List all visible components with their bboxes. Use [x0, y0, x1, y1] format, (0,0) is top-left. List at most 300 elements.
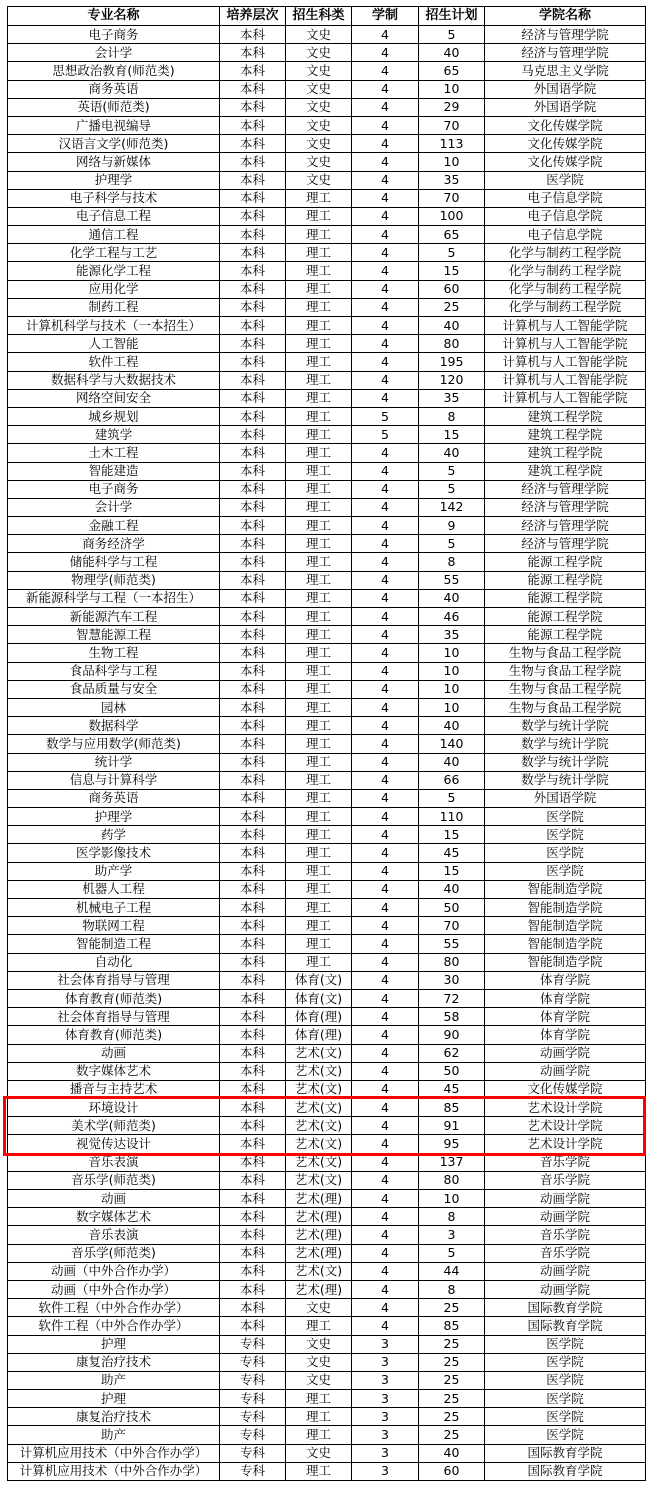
level-cell: 本科 — [220, 407, 286, 425]
table-row — [8, 1008, 646, 1026]
level-cell: 本科 — [220, 553, 286, 571]
plan-count-cell: 70 — [419, 116, 485, 134]
duration-cell: 4 — [352, 44, 419, 62]
college-name-cell: 动画学院 — [485, 1262, 646, 1280]
duration-cell: 4 — [352, 626, 419, 644]
duration-cell: 5 — [352, 426, 419, 444]
major-name-cell: 会计学 — [8, 44, 220, 62]
major-name-cell: 智能制造工程 — [8, 935, 220, 953]
level-cell: 本科 — [220, 317, 286, 335]
college-name-cell: 动画学院 — [485, 1062, 646, 1080]
college-name-cell: 体育学院 — [485, 1026, 646, 1044]
major-name-cell: 物理学(师范类) — [8, 571, 220, 589]
level-cell: 本科 — [220, 789, 286, 807]
table-row — [8, 135, 646, 153]
table-row — [8, 1244, 646, 1262]
duration-cell: 4 — [352, 880, 419, 898]
category-cell: 艺术(文) — [286, 1080, 352, 1098]
category-cell: 文史 — [286, 26, 352, 44]
table-row — [8, 1080, 646, 1098]
college-name-cell: 医学院 — [485, 808, 646, 826]
major-name-cell: 视觉传达设计 — [8, 1135, 220, 1153]
plan-count-cell: 113 — [419, 135, 485, 153]
level-cell: 本科 — [220, 626, 286, 644]
level-cell: 本科 — [220, 1008, 286, 1026]
plan-count-cell: 25 — [419, 1390, 485, 1408]
college-name-cell: 医学院 — [485, 826, 646, 844]
plan-count-cell: 60 — [419, 280, 485, 298]
major-name-cell: 社会体育指导与管理 — [8, 971, 220, 989]
table-row — [8, 862, 646, 880]
major-name-cell: 医学影像技术 — [8, 844, 220, 862]
major-name-cell: 助产 — [8, 1426, 220, 1444]
level-cell: 本科 — [220, 1317, 286, 1335]
major-name-cell: 新能源科学与工程（一本招生） — [8, 589, 220, 607]
duration-cell: 4 — [352, 280, 419, 298]
major-name-cell: 智慧能源工程 — [8, 626, 220, 644]
level-cell: 本科 — [220, 571, 286, 589]
table-row — [8, 1335, 646, 1353]
duration-cell: 4 — [352, 462, 419, 480]
duration-cell: 4 — [352, 517, 419, 535]
level-cell: 本科 — [220, 917, 286, 935]
duration-cell: 4 — [352, 899, 419, 917]
duration-cell: 3 — [352, 1353, 419, 1371]
plan-count-cell: 5 — [419, 535, 485, 553]
plan-count-cell: 25 — [419, 298, 485, 316]
duration-cell: 4 — [352, 98, 419, 116]
college-name-cell: 计算机与人工智能学院 — [485, 353, 646, 371]
duration-cell: 4 — [352, 1226, 419, 1244]
level-cell: 专科 — [220, 1335, 286, 1353]
major-name-cell: 应用化学 — [8, 280, 220, 298]
major-name-cell: 自动化 — [8, 953, 220, 971]
table-row — [8, 44, 646, 62]
category-cell: 理工 — [286, 1390, 352, 1408]
duration-cell: 4 — [352, 608, 419, 626]
category-cell: 理工 — [286, 789, 352, 807]
plan-count-cell: 25 — [419, 1299, 485, 1317]
plan-count-cell: 15 — [419, 862, 485, 880]
table-row — [8, 517, 646, 535]
table-row — [8, 280, 646, 298]
plan-count-cell: 85 — [419, 1317, 485, 1335]
duration-cell: 4 — [352, 1280, 419, 1298]
table-row — [8, 1135, 646, 1153]
duration-cell: 4 — [352, 1317, 419, 1335]
duration-cell: 4 — [352, 153, 419, 171]
college-name-cell: 经济与管理学院 — [485, 498, 646, 516]
level-cell: 本科 — [220, 808, 286, 826]
college-name-cell: 数学与统计学院 — [485, 771, 646, 789]
duration-cell: 4 — [352, 680, 419, 698]
category-cell: 艺术(文) — [286, 1171, 352, 1189]
category-cell: 艺术(理) — [286, 1280, 352, 1298]
table-row — [8, 808, 646, 826]
table-row — [8, 753, 646, 771]
level-cell: 专科 — [220, 1390, 286, 1408]
plan-count-cell: 9 — [419, 517, 485, 535]
table-row — [8, 262, 646, 280]
major-name-cell: 音乐表演 — [8, 1226, 220, 1244]
table-row — [8, 844, 646, 862]
level-cell: 本科 — [220, 426, 286, 444]
plan-count-cell: 137 — [419, 1153, 485, 1171]
college-name-cell: 智能制造学院 — [485, 880, 646, 898]
duration-cell: 4 — [352, 80, 419, 98]
plan-count-cell: 5 — [419, 789, 485, 807]
major-name-cell: 电子科学与技术 — [8, 189, 220, 207]
major-name-cell: 食品质量与安全 — [8, 680, 220, 698]
college-name-cell: 国际教育学院 — [485, 1444, 646, 1462]
major-name-cell: 物联网工程 — [8, 917, 220, 935]
college-name-cell: 建筑工程学院 — [485, 426, 646, 444]
duration-cell: 4 — [352, 317, 419, 335]
category-cell: 理工 — [286, 462, 352, 480]
level-cell: 本科 — [220, 953, 286, 971]
plan-count-cell: 40 — [419, 880, 485, 898]
major-name-cell: 信息与计算科学 — [8, 771, 220, 789]
category-cell: 理工 — [286, 771, 352, 789]
plan-count-cell: 65 — [419, 62, 485, 80]
level-cell: 本科 — [220, 335, 286, 353]
college-name-cell: 体育学院 — [485, 971, 646, 989]
table-row — [8, 589, 646, 607]
major-name-cell: 商务经济学 — [8, 535, 220, 553]
duration-cell: 4 — [352, 1153, 419, 1171]
level-cell: 本科 — [220, 1099, 286, 1117]
duration-cell: 4 — [352, 753, 419, 771]
level-cell: 本科 — [220, 1190, 286, 1208]
level-cell: 本科 — [220, 353, 286, 371]
category-cell: 理工 — [286, 535, 352, 553]
major-name-cell: 商务英语 — [8, 80, 220, 98]
plan-count-cell: 66 — [419, 771, 485, 789]
category-cell: 理工 — [286, 280, 352, 298]
category-cell: 理工 — [286, 917, 352, 935]
category-cell: 艺术(理) — [286, 1226, 352, 1244]
category-cell: 理工 — [286, 426, 352, 444]
duration-cell: 4 — [352, 644, 419, 662]
level-cell: 本科 — [220, 1153, 286, 1171]
plan-count-cell: 35 — [419, 626, 485, 644]
plan-count-cell: 8 — [419, 407, 485, 425]
college-name-cell: 电子信息学院 — [485, 207, 646, 225]
plan-count-cell: 90 — [419, 1026, 485, 1044]
college-name-cell: 外国语学院 — [485, 80, 646, 98]
level-cell: 专科 — [220, 1371, 286, 1389]
level-cell: 本科 — [220, 935, 286, 953]
category-cell: 艺术(文) — [286, 1062, 352, 1080]
major-name-cell: 计算机应用技术（中外合作办学） — [8, 1462, 220, 1480]
table-row — [8, 335, 646, 353]
table-row — [8, 1044, 646, 1062]
duration-cell: 4 — [352, 1044, 419, 1062]
table-row — [8, 407, 646, 425]
college-name-cell: 建筑工程学院 — [485, 407, 646, 425]
plan-count-cell: 44 — [419, 1262, 485, 1280]
college-name-cell: 电子信息学院 — [485, 189, 646, 207]
category-cell: 理工 — [286, 644, 352, 662]
category-cell: 理工 — [286, 517, 352, 535]
level-cell: 本科 — [220, 116, 286, 134]
table-row — [8, 498, 646, 516]
category-cell: 文史 — [286, 1353, 352, 1371]
level-cell: 本科 — [220, 98, 286, 116]
level-cell: 本科 — [220, 153, 286, 171]
category-cell: 文史 — [286, 98, 352, 116]
duration-cell: 4 — [352, 953, 419, 971]
college-name-cell: 生物与食品工程学院 — [485, 644, 646, 662]
category-cell: 文史 — [286, 80, 352, 98]
college-name-cell: 化学与制药工程学院 — [485, 280, 646, 298]
duration-cell: 4 — [352, 1099, 419, 1117]
category-cell: 体育(文) — [286, 989, 352, 1007]
table-row — [8, 880, 646, 898]
duration-cell: 4 — [352, 535, 419, 553]
duration-cell: 4 — [352, 335, 419, 353]
plan-count-cell: 8 — [419, 1280, 485, 1298]
table-row — [8, 80, 646, 98]
category-cell: 体育(文) — [286, 971, 352, 989]
level-cell: 本科 — [220, 171, 286, 189]
major-name-cell: 康复治疗技术 — [8, 1408, 220, 1426]
college-name-cell: 音乐学院 — [485, 1171, 646, 1189]
plan-count-cell: 40 — [419, 717, 485, 735]
table-row — [8, 171, 646, 189]
plan-count-cell: 40 — [419, 317, 485, 335]
major-name-cell: 园林 — [8, 698, 220, 716]
college-name-cell: 国际教育学院 — [485, 1299, 646, 1317]
plan-count-cell: 29 — [419, 98, 485, 116]
major-name-cell: 通信工程 — [8, 226, 220, 244]
header-major: 专业名称 — [8, 7, 220, 26]
level-cell: 本科 — [220, 1062, 286, 1080]
duration-cell: 3 — [352, 1335, 419, 1353]
category-cell: 理工 — [286, 371, 352, 389]
duration-cell: 4 — [352, 808, 419, 826]
table-row — [8, 899, 646, 917]
table-row — [8, 608, 646, 626]
plan-count-cell: 50 — [419, 899, 485, 917]
level-cell: 本科 — [220, 262, 286, 280]
level-cell: 本科 — [220, 1080, 286, 1098]
duration-cell: 3 — [352, 1390, 419, 1408]
table-row — [8, 1353, 646, 1371]
college-name-cell: 音乐学院 — [485, 1153, 646, 1171]
category-cell: 文史 — [286, 62, 352, 80]
level-cell: 本科 — [220, 1026, 286, 1044]
table-row — [8, 207, 646, 225]
duration-cell: 4 — [352, 371, 419, 389]
college-name-cell: 外国语学院 — [485, 98, 646, 116]
duration-cell: 4 — [352, 1117, 419, 1135]
major-name-cell: 音乐学(师范类) — [8, 1171, 220, 1189]
header-plan: 招生计划 — [419, 7, 485, 26]
level-cell: 本科 — [220, 207, 286, 225]
category-cell: 理工 — [286, 389, 352, 407]
table-row — [8, 371, 646, 389]
level-cell: 本科 — [220, 244, 286, 262]
major-name-cell: 数据科学 — [8, 717, 220, 735]
table-row — [8, 1444, 646, 1462]
table-row — [8, 1171, 646, 1189]
duration-cell: 4 — [352, 553, 419, 571]
plan-count-cell: 5 — [419, 26, 485, 44]
major-name-cell: 播音与主持艺术 — [8, 1080, 220, 1098]
college-name-cell: 马克思主义学院 — [485, 62, 646, 80]
level-cell: 本科 — [220, 1044, 286, 1062]
table-row — [8, 1226, 646, 1244]
major-name-cell: 思想政治教育(师范类) — [8, 62, 220, 80]
category-cell: 文史 — [286, 116, 352, 134]
major-name-cell: 数学与应用数学(师范类) — [8, 735, 220, 753]
plan-count-cell: 5 — [419, 462, 485, 480]
college-name-cell: 数学与统计学院 — [485, 735, 646, 753]
college-name-cell: 动画学院 — [485, 1044, 646, 1062]
table-row — [8, 1099, 646, 1117]
college-name-cell: 医学院 — [485, 171, 646, 189]
major-name-cell: 会计学 — [8, 498, 220, 516]
plan-count-cell: 8 — [419, 553, 485, 571]
plan-count-cell: 30 — [419, 971, 485, 989]
college-name-cell: 文化传媒学院 — [485, 1080, 646, 1098]
table-row — [8, 989, 646, 1007]
category-cell: 理工 — [286, 753, 352, 771]
college-name-cell: 经济与管理学院 — [485, 517, 646, 535]
table-row — [8, 717, 646, 735]
duration-cell: 4 — [352, 1208, 419, 1226]
category-cell: 理工 — [286, 298, 352, 316]
plan-count-cell: 85 — [419, 1099, 485, 1117]
table-row — [8, 480, 646, 498]
duration-cell: 4 — [352, 1008, 419, 1026]
table-row — [8, 935, 646, 953]
category-cell: 理工 — [286, 1426, 352, 1444]
duration-cell: 4 — [352, 62, 419, 80]
major-name-cell: 商务英语 — [8, 789, 220, 807]
level-cell: 本科 — [220, 135, 286, 153]
plan-count-cell: 15 — [419, 262, 485, 280]
duration-cell: 4 — [352, 389, 419, 407]
level-cell: 本科 — [220, 844, 286, 862]
duration-cell: 4 — [352, 1080, 419, 1098]
major-name-cell: 药学 — [8, 826, 220, 844]
plan-count-cell: 65 — [419, 226, 485, 244]
table-row — [8, 771, 646, 789]
college-name-cell: 数学与统计学院 — [485, 753, 646, 771]
major-name-cell: 软件工程（中外合作办学） — [8, 1317, 220, 1335]
major-name-cell: 新能源汽车工程 — [8, 608, 220, 626]
plan-count-cell: 10 — [419, 698, 485, 716]
category-cell: 艺术(理) — [286, 1208, 352, 1226]
major-name-cell: 电子商务 — [8, 480, 220, 498]
plan-count-cell: 50 — [419, 1062, 485, 1080]
college-name-cell: 能源工程学院 — [485, 589, 646, 607]
table-row — [8, 1426, 646, 1444]
category-cell: 理工 — [286, 317, 352, 335]
level-cell: 专科 — [220, 1408, 286, 1426]
plan-count-cell: 35 — [419, 389, 485, 407]
major-name-cell: 动画 — [8, 1044, 220, 1062]
college-name-cell: 艺术设计学院 — [485, 1117, 646, 1135]
major-name-cell: 护理学 — [8, 808, 220, 826]
plan-count-cell: 10 — [419, 644, 485, 662]
plan-count-cell: 140 — [419, 735, 485, 753]
major-name-cell: 生物工程 — [8, 644, 220, 662]
category-cell: 艺术(理) — [286, 1190, 352, 1208]
table-row — [8, 571, 646, 589]
table-row — [8, 789, 646, 807]
college-name-cell: 经济与管理学院 — [485, 26, 646, 44]
college-name-cell: 能源工程学院 — [485, 626, 646, 644]
duration-cell: 4 — [352, 1190, 419, 1208]
college-name-cell: 医学院 — [485, 1335, 646, 1353]
table-row — [8, 298, 646, 316]
college-name-cell: 经济与管理学院 — [485, 44, 646, 62]
duration-cell: 4 — [352, 116, 419, 134]
plan-count-cell: 46 — [419, 608, 485, 626]
duration-cell: 4 — [352, 226, 419, 244]
college-name-cell: 国际教育学院 — [485, 1462, 646, 1480]
college-name-cell: 动画学院 — [485, 1190, 646, 1208]
category-cell: 理工 — [286, 589, 352, 607]
duration-cell: 4 — [352, 1171, 419, 1189]
table-row — [8, 226, 646, 244]
plan-count-cell: 55 — [419, 571, 485, 589]
category-cell: 理工 — [286, 498, 352, 516]
duration-cell: 4 — [352, 717, 419, 735]
college-name-cell: 智能制造学院 — [485, 953, 646, 971]
level-cell: 本科 — [220, 989, 286, 1007]
category-cell: 理工 — [286, 808, 352, 826]
category-cell: 理工 — [286, 1317, 352, 1335]
major-name-cell: 软件工程 — [8, 353, 220, 371]
table-row — [8, 444, 646, 462]
major-name-cell: 英语(师范类) — [8, 98, 220, 116]
level-cell: 本科 — [220, 62, 286, 80]
college-name-cell: 国际教育学院 — [485, 1317, 646, 1335]
table-row — [8, 1371, 646, 1389]
duration-cell: 4 — [352, 26, 419, 44]
major-name-cell: 数据科学与大数据技术 — [8, 371, 220, 389]
level-cell: 本科 — [220, 644, 286, 662]
duration-cell: 4 — [352, 698, 419, 716]
college-name-cell: 智能制造学院 — [485, 917, 646, 935]
header-level: 培养层次 — [220, 7, 286, 26]
major-name-cell: 人工智能 — [8, 335, 220, 353]
level-cell: 本科 — [220, 1226, 286, 1244]
college-name-cell: 生物与食品工程学院 — [485, 680, 646, 698]
category-cell: 理工 — [286, 880, 352, 898]
level-cell: 本科 — [220, 498, 286, 516]
major-name-cell: 建筑学 — [8, 426, 220, 444]
table-row — [8, 680, 646, 698]
plan-count-cell: 80 — [419, 953, 485, 971]
table-row — [8, 244, 646, 262]
major-name-cell: 统计学 — [8, 753, 220, 771]
duration-cell: 4 — [352, 189, 419, 207]
plan-count-cell: 91 — [419, 1117, 485, 1135]
level-cell: 本科 — [220, 1262, 286, 1280]
duration-cell: 4 — [352, 444, 419, 462]
college-name-cell: 文化传媒学院 — [485, 153, 646, 171]
major-name-cell: 体育教育(师范类) — [8, 1026, 220, 1044]
plan-count-cell: 25 — [419, 1353, 485, 1371]
level-cell: 本科 — [220, 608, 286, 626]
major-name-cell: 助产 — [8, 1371, 220, 1389]
level-cell: 本科 — [220, 1299, 286, 1317]
